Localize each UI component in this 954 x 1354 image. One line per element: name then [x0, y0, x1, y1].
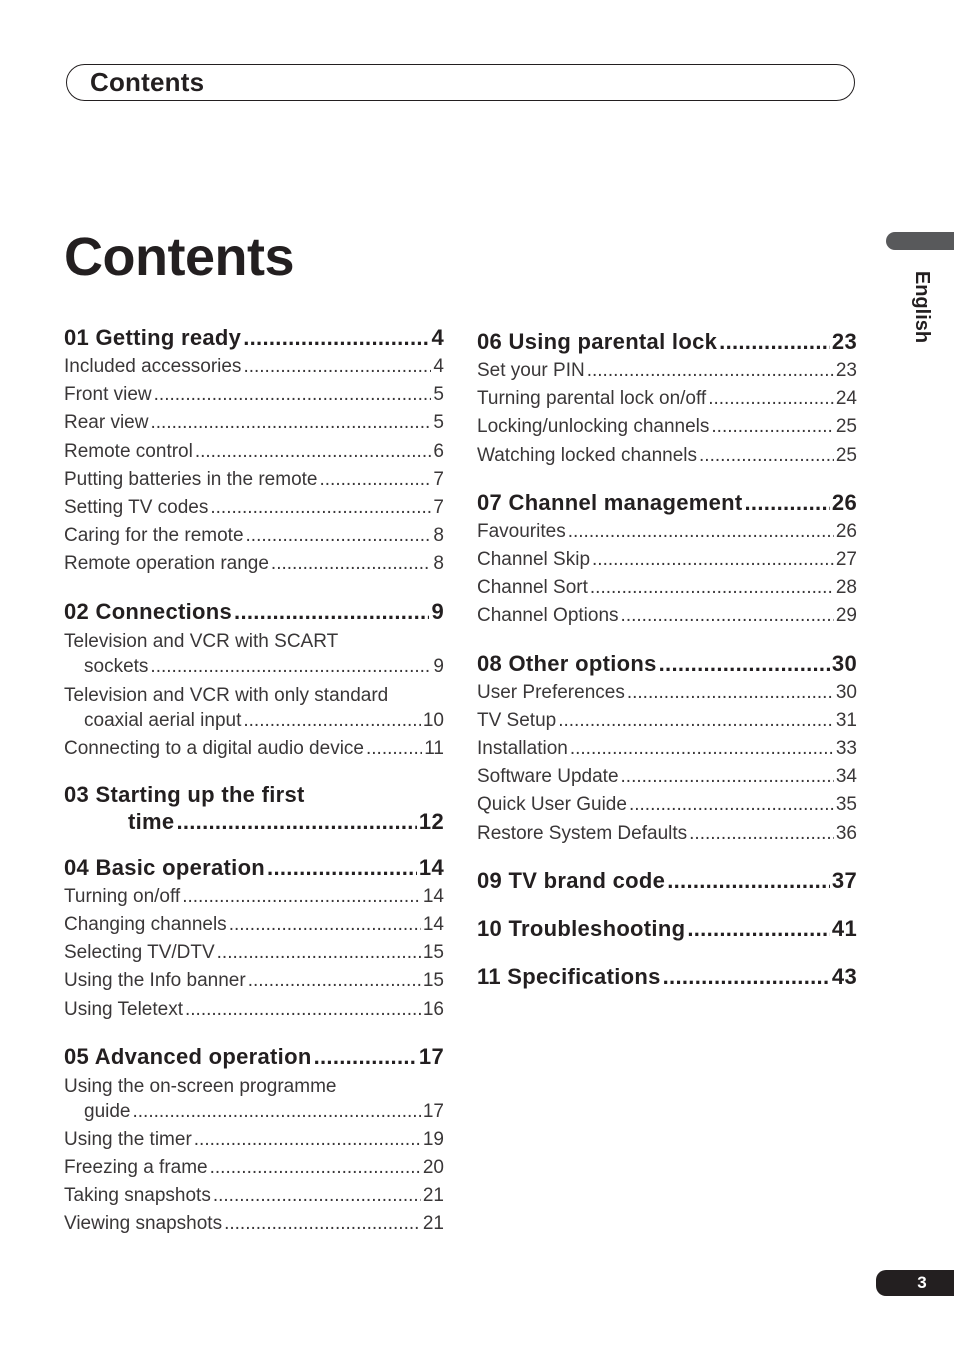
section-page: 4 [431, 325, 444, 350]
entry-title: Software Update [477, 766, 619, 788]
entry-title: Connecting to a digital audio device [64, 737, 364, 759]
header-title: Contents [90, 67, 205, 97]
section-number: 06 [477, 329, 503, 354]
entry-title: Rear view [64, 412, 149, 434]
section-heading[interactable] [477, 649, 857, 679]
entry-title: Front view [64, 384, 152, 406]
entry-page: 5 [433, 412, 444, 434]
entry-page: 24 [835, 388, 857, 410]
section-page: 43 [831, 963, 857, 989]
section-heading[interactable] [64, 323, 444, 353]
entry-page: 20 [422, 1157, 444, 1179]
section-heading[interactable] [64, 597, 444, 627]
toc-entry[interactable] [477, 791, 857, 819]
entry-page: 15 [422, 942, 444, 964]
section-title: Getting ready [95, 325, 242, 350]
section-heading[interactable] [64, 1042, 444, 1072]
page-number: 3 [917, 1273, 927, 1292]
entry-title: Using the Info banner [64, 970, 246, 992]
toc-left-column [64, 323, 444, 1257]
toc-section [64, 323, 444, 579]
entry-title: Set your PIN [477, 360, 585, 381]
entry-title: Watching locked channels [477, 444, 698, 466]
toc-entry[interactable] [64, 522, 444, 550]
section-heading[interactable] [477, 962, 857, 992]
toc-entry[interactable] [64, 735, 444, 763]
entry-title: User Preferences [477, 681, 625, 703]
toc-entry[interactable] [64, 883, 444, 911]
toc-section [477, 488, 857, 631]
entry-page: 23 [835, 360, 857, 381]
entry-title-line1: Television and VCR with only standard [64, 684, 389, 706]
entry-page: 33 [835, 738, 857, 760]
entry-page: 30 [835, 681, 857, 703]
section-page: 9 [431, 598, 444, 624]
toc-entry[interactable] [477, 518, 857, 546]
toc-entry[interactable] [64, 353, 444, 381]
section-title-line2: time [128, 808, 175, 834]
entry-title: Setting TV codes [64, 497, 209, 519]
section-heading[interactable] [64, 781, 444, 835]
toc-entry[interactable] [64, 1210, 444, 1238]
entry-page: 7 [433, 497, 444, 519]
toc-entry[interactable] [477, 735, 857, 763]
toc-entry[interactable] [64, 409, 444, 437]
section-title: Other options [508, 650, 657, 676]
entry-page: 10 [422, 709, 444, 731]
entry-title: Caring for the remote [64, 525, 244, 547]
section-number: 08 [477, 650, 503, 676]
section-number: 01 [64, 325, 90, 350]
entry-page: 21 [422, 1213, 444, 1235]
section-page: 23 [831, 329, 857, 354]
toc-entry[interactable] [64, 967, 444, 995]
section-page: 37 [831, 867, 857, 893]
toc-section [64, 597, 444, 763]
toc-right-column [477, 327, 857, 1010]
entry-page: 16 [422, 998, 444, 1020]
entry-page: 6 [433, 440, 444, 462]
entry-title: Turning parental lock on/off [477, 388, 707, 410]
toc-entry[interactable] [477, 413, 857, 441]
entry-title-line2: guide [84, 1100, 131, 1122]
section-number: 05 [64, 1043, 90, 1069]
entry-page: 9 [433, 655, 444, 677]
toc-entry[interactable] [477, 707, 857, 735]
entry-title: Channel Skip [477, 549, 591, 571]
section-number: 10 [477, 915, 503, 941]
section-number: 11 [477, 963, 501, 989]
section-page: 41 [831, 915, 857, 941]
section-title-line1: Starting up the first [95, 781, 305, 807]
entry-title: Viewing snapshots [64, 1213, 223, 1235]
section-number: 09 [477, 867, 503, 893]
section-page: 26 [831, 489, 857, 515]
section-title: Connections [95, 598, 233, 624]
toc-entry[interactable] [64, 1154, 444, 1182]
entry-page: 8 [433, 525, 444, 547]
toc-entry[interactable] [477, 385, 857, 413]
toc-entry[interactable] [64, 466, 444, 494]
toc-entry[interactable] [64, 911, 444, 939]
entry-title: Selecting TV/DTV [64, 942, 215, 964]
toc-entry[interactable] [477, 602, 857, 630]
entry-title: Installation [477, 738, 568, 760]
toc-entry[interactable] [477, 357, 857, 385]
section-title: Specifications [507, 963, 661, 989]
entry-title: Taking snapshots [64, 1185, 211, 1207]
entry-page: 15 [422, 970, 444, 992]
section-title: Advanced operation [94, 1043, 312, 1069]
entry-title: Channel Sort [477, 577, 588, 599]
entry-page: 29 [835, 605, 857, 627]
section-number: 02 [64, 598, 90, 624]
toc-entry[interactable] [64, 939, 444, 967]
entry-title: Remote operation range [64, 553, 269, 575]
toc-entry[interactable] [477, 442, 857, 470]
entry-title: Putting batteries in the remote [64, 468, 318, 490]
entry-title: Turning on/off [64, 885, 181, 907]
entry-page: 25 [835, 444, 857, 466]
entry-title: Locking/unlocking channels [477, 416, 710, 438]
toc-section [477, 327, 857, 470]
entry-page: 5 [433, 384, 444, 406]
entry-page: 35 [835, 794, 857, 816]
entry-page: 8 [433, 553, 444, 575]
entry-title: Changing channels [64, 914, 227, 936]
entry-title: Channel Options [477, 605, 619, 627]
toc-entry[interactable] [64, 1126, 444, 1154]
toc-entry[interactable] [64, 494, 444, 522]
toc-entry[interactable] [64, 438, 444, 466]
entry-page: 11 [424, 737, 444, 759]
toc-entry[interactable] [64, 1182, 444, 1210]
section-heading[interactable] [477, 866, 857, 896]
section-title: Troubleshooting [508, 915, 686, 941]
entry-title: Remote control [64, 440, 193, 462]
section-heading[interactable] [477, 914, 857, 944]
section-page: 12 [418, 808, 444, 834]
entry-page: 34 [835, 766, 857, 788]
toc-entry[interactable] [477, 679, 857, 707]
section-heading[interactable] [64, 853, 444, 883]
entry-page: 28 [835, 577, 857, 599]
toc-section [64, 1042, 444, 1239]
entry-page: 14 [422, 914, 444, 936]
toc-section [477, 866, 857, 896]
entry-title-line2: sockets [84, 655, 149, 677]
section-number: 07 [477, 489, 503, 515]
entry-title: Included accessories [64, 356, 242, 377]
toc-entry[interactable] [64, 681, 444, 735]
section-number: 03 [64, 781, 90, 807]
toc-entry[interactable] [477, 820, 857, 848]
toc-section [64, 853, 444, 1024]
entry-page: 21 [422, 1185, 444, 1207]
entry-title: Restore System Defaults [477, 822, 688, 844]
entry-title: Favourites [477, 520, 566, 542]
page-title: Contents [64, 227, 294, 287]
entry-page: 36 [835, 822, 857, 844]
entry-title: Using Teletext [64, 998, 183, 1020]
toc-section [64, 781, 444, 835]
entry-title-line1: Using the on-screen programme [64, 1075, 337, 1097]
section-title: TV brand code [508, 867, 666, 893]
section-title: Basic operation [95, 854, 266, 880]
section-title: Using parental lock [508, 329, 718, 354]
entry-page: 27 [835, 549, 857, 571]
toc-entry[interactable] [477, 574, 857, 602]
toc-entry[interactable] [477, 546, 857, 574]
entry-page: 25 [835, 416, 857, 438]
section-page: 14 [418, 854, 444, 880]
entry-title-line1: Television and VCR with SCART [64, 630, 339, 652]
entry-page: 31 [835, 709, 857, 731]
section-heading[interactable] [477, 327, 857, 357]
entry-title: Using the timer [64, 1128, 192, 1150]
section-page: 30 [831, 650, 857, 676]
toc-section [477, 962, 857, 992]
entry-page: 14 [422, 885, 444, 907]
entry-page: 26 [835, 520, 857, 542]
toc-entry[interactable] [64, 1072, 444, 1126]
section-number: 04 [64, 854, 90, 880]
entry-title: TV Setup [477, 709, 557, 731]
language-label: English [911, 270, 933, 344]
entry-page: 4 [433, 356, 444, 377]
toc-entry[interactable] [64, 627, 444, 681]
entry-page: 17 [422, 1100, 444, 1122]
toc-entry[interactable] [64, 381, 444, 409]
toc-section [477, 649, 857, 848]
toc-entry[interactable] [64, 550, 444, 578]
section-heading[interactable] [477, 488, 857, 518]
entry-page: 19 [422, 1128, 444, 1150]
entry-title: Freezing a frame [64, 1157, 208, 1179]
entry-page: 7 [433, 468, 444, 490]
toc-entry[interactable] [64, 996, 444, 1024]
entry-title-line2: coaxial aerial input [84, 709, 242, 731]
section-page: 17 [418, 1043, 444, 1069]
entry-title: Quick User Guide [477, 794, 627, 816]
toc-section [477, 914, 857, 944]
section-title: Channel management [508, 489, 743, 515]
language-tab [886, 232, 954, 250]
toc-entry[interactable] [477, 763, 857, 791]
